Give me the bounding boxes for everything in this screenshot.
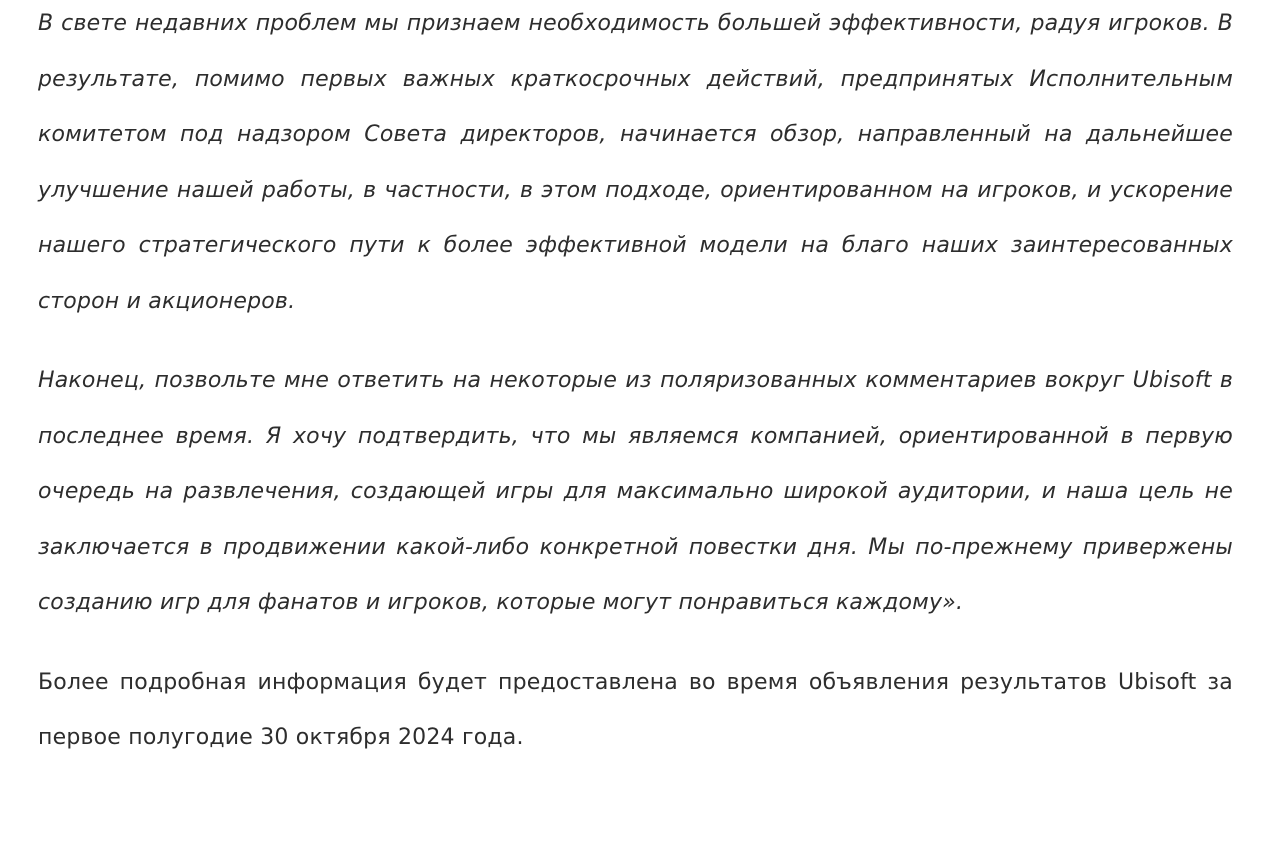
quote-paragraph-1: В свете недавних проблем мы признаем необходимость большей эффективности, радуя игроков. В результате, помимо первых важных краткосрочных действий, предпринятых Исполнительным комитетом под надзором Совета директоров, начинается обзор, направленный на дальнейшее улучшение нашей работы, в частности, в этом подходе, ориентированном на игроков, и ускорение нашего стратегического пути к более эффективной модели на благо наших заинтересованных сторон и акционеров. xyxy=(38,11,1233,314)
article-body xyxy=(38,0,1233,766)
quote-paragraph-2: Наконец, позвольте мне ответить на некоторые из поляризованных комментариев вокруг Ubisoft в последнее время. Я хочу подтвердить, что мы являемся компанией, ориентированной в первую очередь на развлечения, создающей игры для максимально широкой аудитории, и наша цель не заключается в продвижении какой-либо конкретной повестки дня. Мы по-прежнему привержены созданию игр для фанатов и игроков, которые могут понравиться каждому». xyxy=(38,368,1233,615)
closing-paragraph: Более подробная информация будет предоставлена во время объявления результатов Ubisoft за первое полугодие 30 октября 2024 года. xyxy=(38,669,1233,750)
